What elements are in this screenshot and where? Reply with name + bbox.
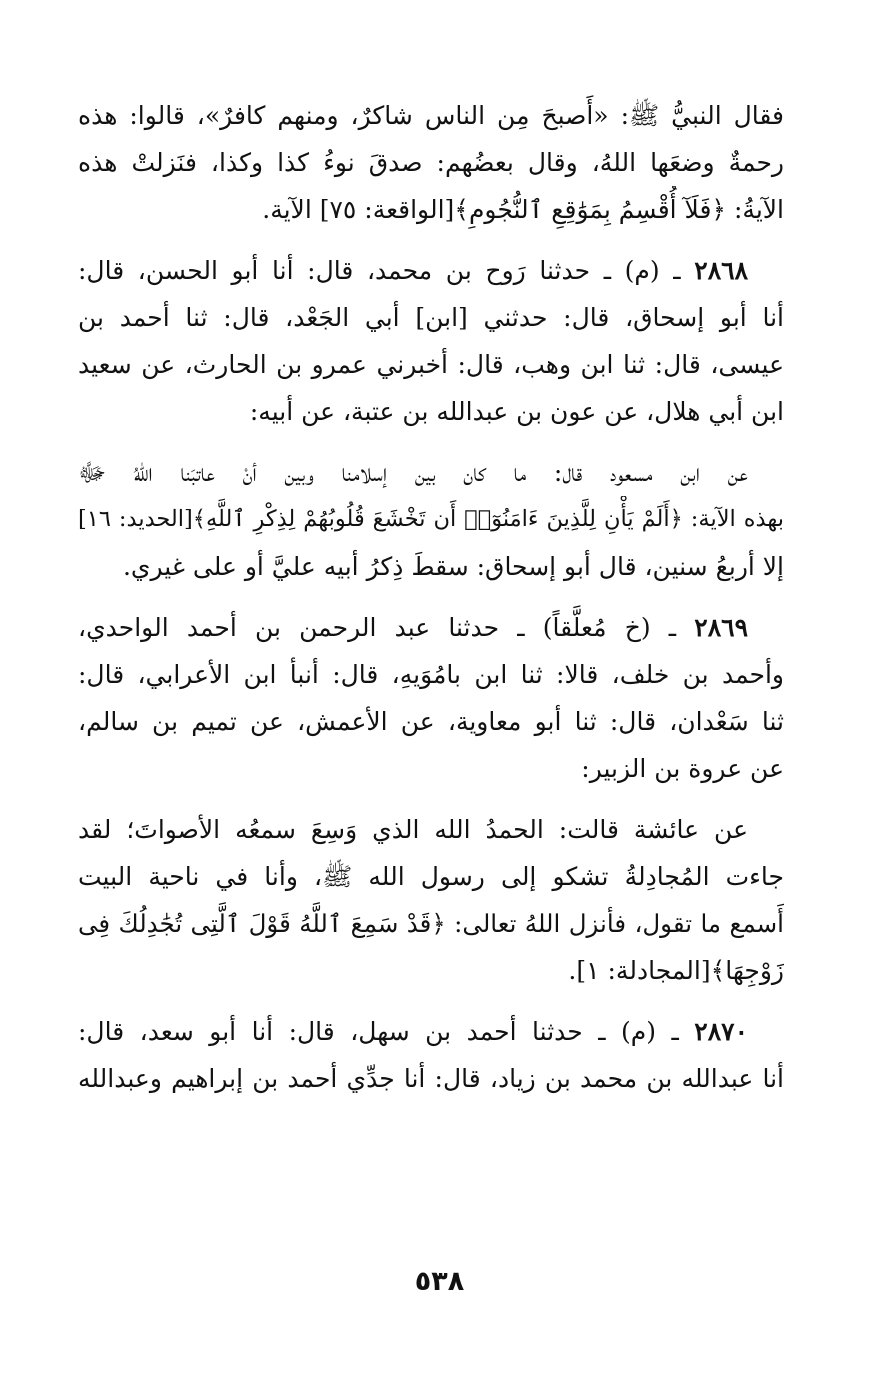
text-line: عن ابن مسعود قال: ما كان بين إسلامنا وبين أنْ عاتبَنا اللهُ ﷻ	[78, 458, 748, 487]
text-line: أَسمع ما تقول، فأنزل اللهُ تعالى: ﴿قَدْ سَمِعَ ٱللَّهُ قَوْلَ ٱلَّتِى تُجَٰدِلُكَ فِى	[78, 909, 784, 938]
hadith-paragraph	[78, 247, 784, 435]
hadith-paragraph	[78, 1008, 784, 1102]
text-line: فقال النبيُّ ﷺ: «أَصبحَ مِن الناس شاكرٌ، ومنهم كافرٌ»، قالوا: هذه	[78, 101, 784, 130]
text-line: جاءت المُجادِلةُ تشكو إلى رسول الله ﷺ، وأنا في ناحية البيت	[78, 862, 784, 891]
text-line: زَوْجِهَا﴾[المجادلة: ١].	[568, 956, 784, 985]
hadith-number: ٢٨٦٩	[694, 613, 748, 642]
text-line: ابن أبي هلال، عن عون بن عبدالله بن عتبة، عن أبيه:	[249, 397, 784, 426]
hadith-number: ٢٨٦٨	[694, 256, 748, 285]
text-line: رحمةٌ وضعَها اللهُ، وقال بعضُهم: صدقَ نوءُ كذا وكذا، فنَزلتْ هذه	[78, 148, 784, 177]
text-line: أنا عبدالله بن محمد بن زياد، قال: أنا جدِّي أحمد بن إبراهيم وعبدالله	[78, 1064, 784, 1093]
text-line: عن عائشة قالت: الحمدُ الله الذي وَسِعَ سمعُه الأصواتَ؛ لقد	[78, 815, 748, 844]
page-text	[78, 92, 784, 1102]
text-span: ـ (م) ـ حدثنا رَوح بن محمد، قال: أنا أبو الحسن، قال:	[78, 256, 681, 285]
paragraph	[78, 92, 784, 233]
text-line: إلا أربعُ سنين، قال أبو إسحاق: سقطَ ذِكرُ أبيه عليَّ أو على غيري.	[122, 552, 784, 581]
text-span: ـ (خ مُعلَّقاً) ـ حدثنا عبد الرحمن بن أحمد الواحدي،	[78, 613, 677, 642]
paragraph	[78, 806, 784, 994]
text-line: ثنا سَعْدان، قال: ثنا أبو معاوية، عن الأعمش، عن تميم بن سالم،	[78, 707, 784, 736]
text-line: عيسى، قال: ثنا ابن وهب، قال: أخبرني عمرو بن الحارث، عن سعيد	[78, 350, 784, 379]
hadith-paragraph	[78, 604, 784, 792]
text-line: وأحمد بن خلف، قالا: ثنا ابن بامُوَيهِ، قال: أنبأ ابن الأعرابي، قال:	[78, 660, 784, 689]
page-number: ٥٣٨	[414, 1266, 465, 1297]
text-line: الآيةُ: ﴿فَلَآ أُقْسِمُ بِمَوَٰقِعِ ٱلنُّجُومِ﴾[الواقعة: ٧٥] الآية.	[262, 195, 784, 224]
text-line: بهذه الآية: ﴿أَلَمْ يَأْنِ لِلَّذِينَ ءَامَنُوٓا۟ أَن تَخْشَعَ قُلُوبُهُمْ لِذِكْرِ ٱللَّهِ﴾[الحديد: ١٦]	[78, 506, 784, 532]
hadith-number: ٢٨٧٠	[694, 1017, 749, 1046]
paragraph	[78, 449, 784, 590]
text-line: أنا أبو إسحاق، قال: حدثني [ابن] أبي الجَعْد، قال: ثنا أحمد بن	[78, 303, 784, 332]
text-span: ـ (م) ـ حدثنا أحمد بن سهل، قال: أنا أبو سعد، قال:	[78, 1017, 679, 1046]
text-line	[78, 1008, 784, 1055]
text-line: عن عروة بن الزبير:	[581, 754, 784, 783]
text-line	[78, 247, 784, 294]
text-line	[78, 604, 784, 651]
